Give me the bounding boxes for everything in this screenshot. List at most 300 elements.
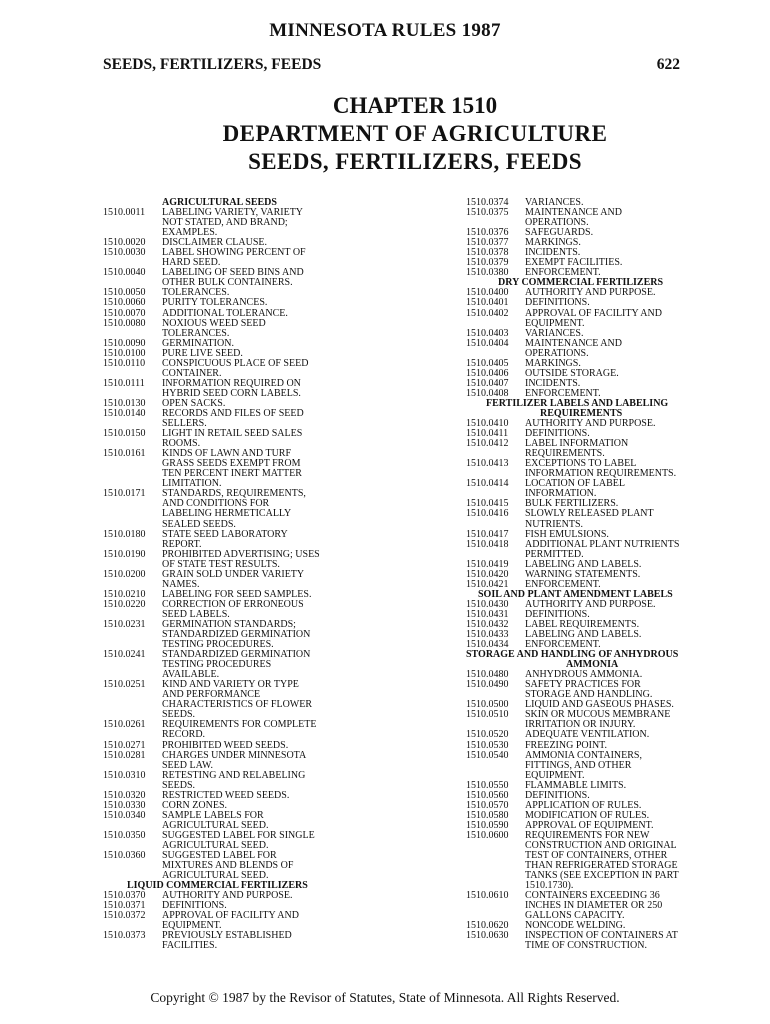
rule-title: CONTAINERS EXCEEDING 36 [525,890,660,902]
rule-number: 1510.0580 [466,809,509,821]
rule-title: APPROVAL OF FACILITY AND [525,307,662,319]
rule-title: FREEZING POINT. [525,739,608,751]
rule-title: OPERATIONS. [525,347,589,359]
rule-number: 1510.0432 [466,618,509,630]
copyright-footer: Copyright © 1987 by the Revisor of Statutes, State of Minnesota. All Rights Reserved. [150,990,620,1005]
rule-title: REQUIREMENTS FOR COMPLETE [162,719,317,731]
section-heading: STORAGE AND HANDLING OF ANHYDROUS [466,649,679,661]
rule-entry-continuation [103,700,443,710]
rule-number: 1510.0220 [103,598,146,610]
rule-title: AMMONIA CONTAINERS, [525,749,642,761]
rule-number: 1510.0379 [466,257,509,269]
rule-entry [103,650,443,660]
rule-title: EQUIPMENT. [525,769,585,781]
rule-number: 1510.0241 [103,649,146,661]
rule-number: 1510.0080 [103,317,146,329]
rule-number: 1510.0320 [103,789,146,801]
rule-number: 1510.0210 [103,588,146,600]
rule-title: PROHIBITED WEED SEEDS. [162,739,289,751]
rule-title: REQUIREMENTS FOR NEW [525,829,650,841]
rule-entry [103,791,443,801]
rule-number: 1510.0405 [466,357,509,369]
rule-title: STANDARDS, REQUIREMENTS, [162,488,306,500]
rule-title: RETESTING AND RELABELING [162,769,306,781]
rule-title: GERMINATION STANDARDS; [162,618,296,630]
section-heading: AGRICULTURAL SEEDS [162,197,277,208]
rule-entry [103,429,443,439]
rule-entry-continuation [103,660,443,670]
rule-number: 1510.0540 [466,749,509,761]
rule-title: DEFINITIONS. [525,608,590,620]
rule-number: 1510.0480 [466,669,509,681]
rule-title: GALLONS CAPACITY. [525,910,625,922]
rule-number: 1510.0350 [103,829,146,841]
rule-number: 1510.0377 [466,237,509,249]
rule-number [466,901,525,911]
rule-entry [103,359,443,369]
rule-title: RECORD. [162,729,206,741]
rule-title: 1510.1730). [525,880,574,892]
rule-entry-continuation [466,520,766,530]
rule-number: 1510.0011 [103,207,146,219]
rule-title: VARIANCES. [525,327,584,339]
rule-title: ENFORCEMENT. [525,578,601,590]
rule-number: 1510.0406 [466,367,509,379]
running-head: SEEDS, FERTILIZERS, FEEDS [103,56,322,73]
rule-number [103,459,162,469]
rule-number [103,469,162,479]
rule-title: SAMPLE LABELS FOR [162,809,264,821]
rule-number [103,700,162,710]
rule-title: PERMITTED. [525,548,584,560]
rule-entry-continuation [103,329,443,339]
rule-title: ANHYDROUS AMMONIA. [525,669,643,681]
section-heading: LIQUID COMMERCIAL FERTILIZERS [127,880,308,892]
rule-title: GRAIN SOLD UNDER VARIETY [162,568,305,580]
rule-title: OF STATE TEST RESULTS. [162,558,280,570]
rule-title: STANDARDIZED GERMINATION [162,649,311,661]
rule-title: NOXIOUS WEED SEED [162,317,266,329]
rule-title: CHARGES UNDER MINNESOTA [162,749,307,761]
rule-title: FLAMMABLE LIMITS. [525,779,627,791]
rule-title: AUTHORITY AND PURPOSE. [525,418,656,430]
rule-entry-continuation [103,278,443,288]
rule-number: 1510.0110 [103,357,146,369]
rule-title: AGRICULTURAL SEED. [162,870,269,882]
rule-title: OPERATIONS. [525,217,589,229]
rule-title: SAFETY PRACTICES FOR [525,679,641,691]
section-heading: FERTILIZER LABELS AND LABELING [486,397,669,409]
rule-title: GRASS SEEDS EXEMPT FROM [162,458,301,470]
rule-title: AUTHORITY AND PURPOSE. [525,287,656,299]
rule-number: 1510.0070 [103,307,146,319]
rule-entry [466,540,766,550]
rule-number: 1510.0412 [466,438,509,450]
rule-number: 1510.0375 [466,207,509,219]
rule-title: MARKINGS. [525,357,581,369]
rule-number: 1510.0411 [466,428,509,440]
rule-number: 1510.0550 [466,779,509,791]
rule-entry [103,248,443,258]
rule-title: HARD SEED. [162,257,221,269]
rule-title: BULK FERTILIZERS. [525,498,619,510]
rule-number: 1510.0410 [466,418,509,430]
rule-number: 1510.0630 [466,930,509,942]
rule-number: 1510.0560 [466,789,509,801]
rule-number: 1510.0161 [103,448,146,460]
rule-entry [466,570,766,580]
rule-number: 1510.0371 [103,900,146,912]
rule-title: SEEDS. [162,779,196,791]
rule-title: ENFORCEMENT. [525,267,601,279]
rule-title: INCIDENTS. [525,247,581,259]
rule-title: SLOWLY RELEASED PLANT [525,508,654,520]
rule-entry-continuation [466,349,766,359]
department-name: DEPARTMENT OF AGRICULTURE [222,121,608,146]
rule-number: 1510.0378 [466,247,509,259]
rule-title: TEST OF CONTAINERS, OTHER [525,850,668,862]
rule-number: 1510.0510 [466,709,509,721]
rule-title: TANKS (SEE EXCEPTION IN PART [525,870,679,882]
rule-number: 1510.0150 [103,428,146,440]
rule-title: PURITY TOLERANCES. [162,297,268,309]
rule-entry-continuation [466,941,766,951]
chapter-number: CHAPTER 1510 [332,93,498,118]
rule-number: 1510.0620 [466,920,509,932]
rule-title: RECORDS AND FILES OF SEED [162,407,304,419]
rule-number: 1510.0251 [103,679,146,691]
rule-entry [466,228,766,238]
rule-title: SKIN OR MUCOUS MEMBRANE [525,709,671,721]
rule-number: 1510.0421 [466,578,509,590]
rule-number: 1510.0416 [466,508,509,520]
rule-title: APPROVAL OF EQUIPMENT. [525,819,654,831]
rule-number: 1510.0340 [103,809,146,821]
rule-title: ADEQUATE VENTILATION. [525,729,650,741]
rule-number [466,861,525,871]
rule-title: APPROVAL OF FACILITY AND [162,910,299,922]
rule-entry [103,771,443,781]
rule-title: DEFINITIONS. [525,789,590,801]
rule-title: CORN ZONES. [162,799,228,811]
rule-number: 1510.0380 [466,267,509,279]
rule-title: FITTINGS, AND OTHER [525,759,632,771]
rule-number [103,509,162,519]
rule-title: STANDARDIZED GERMINATION [162,629,311,641]
rule-number: 1510.0430 [466,598,509,610]
rule-number: 1510.0400 [466,287,509,299]
rule-title: REQUIREMENTS. [525,448,605,460]
page-number: 622 [656,56,680,73]
rule-number: 1510.0610 [466,890,509,902]
rule-title: MAINTENANCE AND [525,337,622,349]
rule-number: 1510.0419 [466,558,509,570]
rule-title: TOLERANCES. [162,287,230,299]
rule-title: MAINTENANCE AND [525,207,622,219]
rule-title: KIND AND VARIETY OR TYPE [162,679,299,691]
rule-title: DEFINITIONS. [525,297,590,309]
rule-title: LABELING HERMETICALLY [162,508,292,520]
rule-number: 1510.0407 [466,377,509,389]
rule-entry-continuation [103,941,443,951]
rule-entry [466,309,766,319]
rule-number: 1510.0271 [103,739,146,751]
rule-title: IRRITATION OR INJURY. [525,719,636,731]
section-heading: REQUIREMENTS [540,407,623,419]
rule-number: 1510.0431 [466,608,509,620]
rule-entry-continuation [103,861,443,871]
rule-title: TESTING PROCEDURES [162,659,272,671]
rule-title: SUGGESTED LABEL FOR [162,850,277,862]
rule-title: AUTHORITY AND PURPOSE. [162,890,293,902]
rule-entry [103,831,443,841]
rule-number: 1510.0374 [466,197,509,208]
rule-entry [466,288,766,298]
rule-title: TIME OF CONSTRUCTION. [525,940,647,952]
rule-entry [466,369,766,379]
rule-title: INSPECTION OF CONTAINERS AT [525,930,678,942]
rule-title: INCHES IN DIAMETER OR 250 [525,900,663,912]
rule-entry [466,339,766,349]
rule-title: PURE LIVE SEED. [162,347,243,359]
rule-entry-continuation [103,469,443,479]
rule-title: PREVIOUSLY ESTABLISHED [162,930,292,942]
rule-entry [466,600,766,610]
rule-title: SEALED SEEDS. [162,518,236,530]
rule-title: GERMINATION. [162,337,234,349]
rule-title: TOLERANCES. [162,327,230,339]
rule-title: DISCLAIMER CLAUSE. [162,237,268,249]
rule-entry [103,530,443,540]
rule-entry-continuation [103,228,443,238]
rule-entry-continuation [103,389,443,399]
rule-number [466,851,525,861]
rule-title: DEFINITIONS. [525,428,590,440]
rule-title: EXEMPT FACILITIES. [525,257,623,269]
rule-entry [103,891,443,901]
rule-number: 1510.0060 [103,297,146,309]
rule-entry [466,238,766,248]
rule-number: 1510.0408 [466,387,509,399]
rule-title: LABELING VARIETY, VARIETY [162,207,304,219]
rule-title: EXAMPLES. [162,227,218,239]
rule-number: 1510.0261 [103,719,146,731]
rule-title: INFORMATION REQUIRED ON [162,377,301,389]
rule-number: 1510.0200 [103,568,146,580]
rule-number: 1510.0490 [466,679,509,691]
rule-entry [103,298,443,308]
rule-title: LABEL SHOWING PERCENT OF [162,247,306,259]
rule-title: ADDITIONAL PLANT NUTRIENTS [525,538,680,550]
rule-title: KINDS OF LAWN AND TURF [162,448,292,460]
rule-entry [466,630,766,640]
rule-number: 1510.0415 [466,498,509,510]
rule-title: SEEDS. [162,709,196,721]
rule-title: LABELING FOR SEED SAMPLES. [162,588,312,600]
rule-title: MODIFICATION OF RULES. [525,809,650,821]
rule-title: AUTHORITY AND PURPOSE. [525,598,656,610]
rule-title: APPLICATION OF RULES. [525,799,642,811]
rule-title: AGRICULTURAL SEED. [162,840,269,851]
rule-title: TEN PERCENT INERT MATTER [162,468,302,480]
rule-number: 1510.0370 [103,890,146,902]
rule-title: LABEL REQUIREMENTS. [525,618,640,630]
rule-number [103,630,162,640]
rule-title: AVAILABLE. [162,669,220,681]
rule-entry [103,811,443,821]
rule-title: VARIANCES. [525,197,584,208]
rule-title: MIXTURES AND BLENDS OF [162,860,294,872]
toc-right-column [466,198,766,952]
document-title: MINNESOTA RULES 1987 [269,20,501,41]
rule-title: SEED LABELS. [162,608,230,620]
rule-entry-continuation [103,218,443,228]
rule-title: FACILITIES. [162,940,218,952]
rule-entry [103,489,443,499]
rule-title: HYBRID SEED CORN LABELS. [162,387,301,399]
rule-title: CONSPICUOUS PLACE OF SEED [162,357,309,369]
rule-number: 1510.0090 [103,337,146,349]
rule-entry [103,319,443,329]
rule-number [103,861,162,871]
rule-title: RESTRICTED WEED SEEDS. [162,789,290,801]
rule-number: 1510.0231 [103,618,146,630]
rule-number: 1510.0418 [466,538,509,550]
rule-number: 1510.0420 [466,568,509,580]
rule-entry [103,911,443,921]
rule-title: CORRECTION OF ERRONEOUS [162,598,304,610]
section-heading: AMMONIA [566,659,619,671]
rule-entry [466,298,766,308]
rule-entry [466,730,766,740]
rule-title: LABELING AND LABELS. [525,629,642,641]
rule-entry [103,409,443,419]
rule-number: 1510.0190 [103,548,146,560]
rule-title: OUTSIDE STORAGE. [525,367,619,379]
rule-number: 1510.0500 [466,699,509,711]
rule-number: 1510.0171 [103,488,146,500]
rule-entry [466,379,766,389]
rule-number [103,690,162,700]
rule-entry-continuation [466,871,766,881]
rule-number: 1510.0600 [466,829,509,841]
rule-entry [103,720,443,730]
rule-entry [466,509,766,519]
rule-entry-continuation [466,761,766,771]
rule-number [466,761,525,771]
rule-number: 1510.0520 [466,729,509,741]
rule-title: NONCODE WELDING. [525,920,626,932]
rule-title: NOT STATED, AND BRAND; [162,217,288,229]
rule-title: OPEN SACKS. [162,397,226,409]
rule-title: INFORMATION. [525,488,597,500]
rule-number: 1510.0434 [466,639,509,651]
rule-number: 1510.0414 [466,478,509,490]
rule-title: AND PERFORMANCE [162,689,261,701]
rule-title: ENFORCEMENT. [525,387,601,399]
chapter-subject: SEEDS, FERTILIZERS, FEEDS [248,149,582,174]
rule-number: 1510.0180 [103,528,146,540]
rule-number: 1510.0373 [103,930,146,942]
rule-title: LABEL INFORMATION [525,438,629,450]
rule-entry-continuation [103,509,443,519]
rule-title: OTHER BULK CONTAINERS. [162,277,293,289]
rule-number: 1510.0372 [103,910,146,922]
rule-number [466,871,525,881]
rule-entry [466,781,766,791]
rule-entry [103,309,443,319]
rule-title: EQUIPMENT. [162,920,222,932]
rule-title: SEED LAW. [162,759,214,771]
rule-title: INCIDENTS. [525,377,581,389]
rule-title: WARNING STATEMENTS. [525,568,641,580]
rule-number [103,218,162,228]
rule-title: CONTAINER. [162,367,222,379]
rule-number: 1510.0330 [103,799,146,811]
rule-entry-continuation [466,319,766,329]
rule-number: 1510.0030 [103,247,146,259]
rule-number: 1510.0402 [466,307,509,319]
rule-number: 1510.0050 [103,287,146,299]
rule-title: EQUIPMENT. [525,317,585,329]
rule-title: NAMES. [162,578,200,590]
rule-number: 1510.0570 [466,799,509,811]
rule-title: LIGHT IN RETAIL SEED SALES [162,428,303,440]
rule-number: 1510.0111 [103,377,145,389]
rule-number: 1510.0310 [103,769,146,781]
rule-entry [466,419,766,429]
rule-number: 1510.0417 [466,528,509,540]
rule-entry [103,751,443,761]
rule-title: LOCATION OF LABEL [525,478,625,490]
rule-title: ENFORCEMENT. [525,639,601,651]
rule-title: TESTING PROCEDURES. [162,639,274,651]
rule-number: 1510.0401 [466,297,509,309]
rule-entry [466,439,766,449]
rule-entry [466,479,766,489]
toc-left-column [103,198,443,952]
rule-number [103,941,162,951]
rule-number: 1510.0360 [103,850,146,862]
rule-title: ADDITIONAL TOLERANCE. [162,307,288,319]
rule-number [103,499,162,509]
rule-entry-continuation [466,218,766,228]
rule-entry [466,258,766,268]
rule-title: REPORT. [162,538,202,550]
section-heading: DRY COMMERCIAL FERTILIZERS [498,277,664,289]
rule-number: 1510.0530 [466,739,509,751]
rule-title: LIQUID AND GASEOUS PHASES. [525,699,674,711]
rule-entry [103,600,443,610]
rule-title: LABELING OF SEED BINS AND [162,267,304,279]
rule-title: CHARACTERISTICS OF FLOWER [162,699,313,711]
rule-number [466,841,525,851]
rule-number: 1510.0040 [103,267,146,279]
rule-title: PROHIBITED ADVERTISING; USES [162,548,320,560]
rule-number: 1510.0100 [103,347,146,359]
rule-number: 1510.0020 [103,237,146,249]
rule-title: INFORMATION REQUIREMENTS. [525,468,677,480]
rule-number [466,941,525,951]
rule-title: NUTRIENTS. [525,518,584,530]
rule-entry [103,288,443,298]
rule-title: AGRICULTURAL SEED. [162,819,269,831]
rule-entry [103,680,443,690]
rule-title: THAN REFRIGERATED STORAGE [525,860,678,872]
rule-number: 1510.0433 [466,629,509,641]
rule-title: SUGGESTED LABEL FOR SINGLE [162,829,315,841]
rule-number: 1510.0130 [103,397,146,409]
